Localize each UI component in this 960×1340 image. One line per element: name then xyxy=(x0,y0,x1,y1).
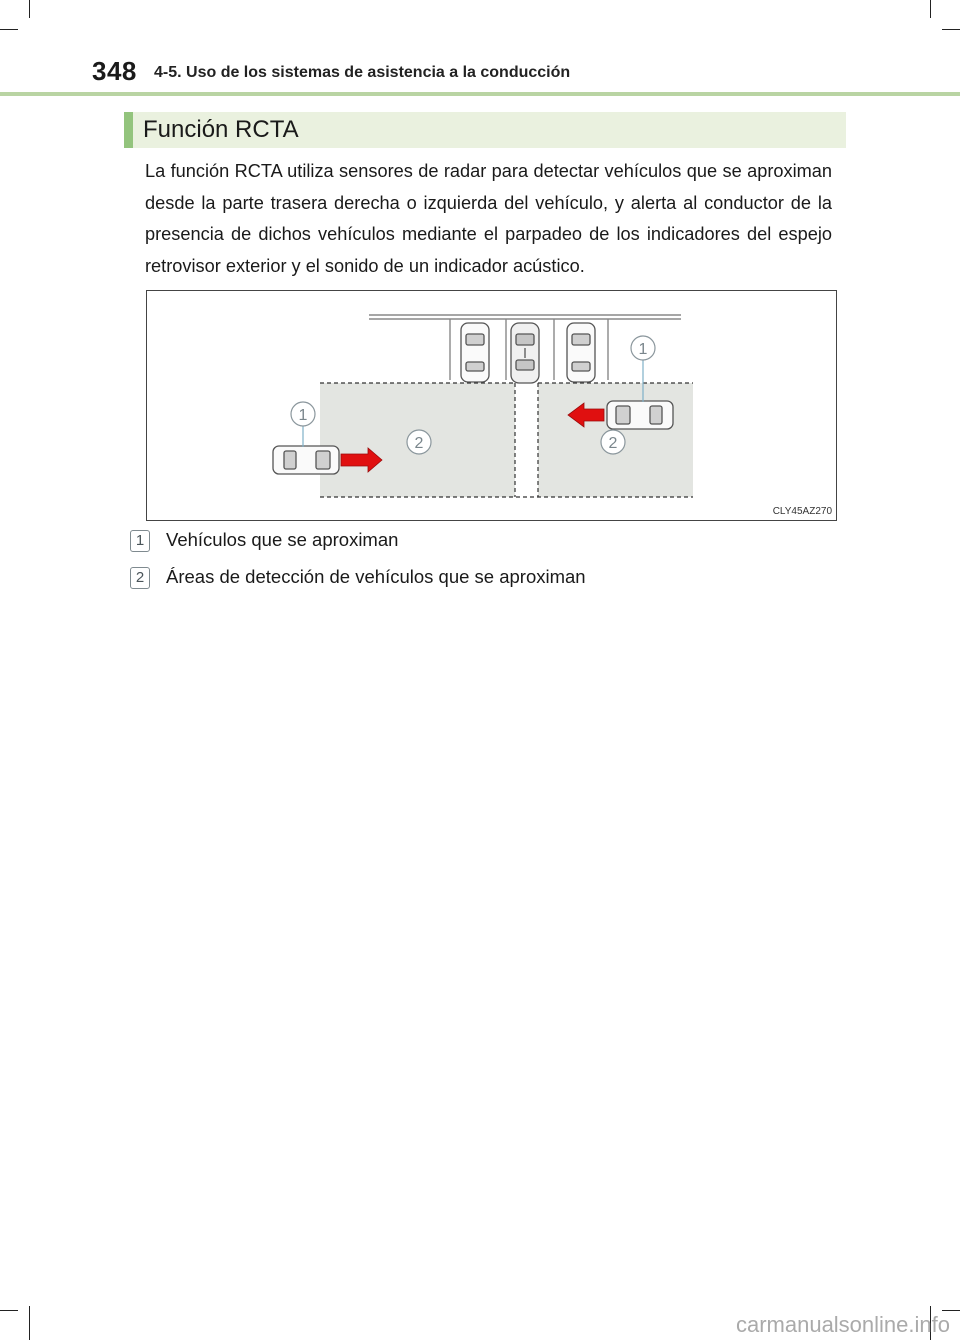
callout-number: 1 xyxy=(638,341,648,358)
crop-mark xyxy=(942,29,960,30)
callout-number: 1 xyxy=(298,407,308,424)
crop-mark xyxy=(942,1310,960,1311)
approaching-vehicle-left xyxy=(273,446,339,474)
page-number: 348 xyxy=(92,56,137,86)
crop-mark xyxy=(29,1306,30,1340)
section-heading xyxy=(124,112,846,148)
approaching-vehicle-right xyxy=(607,401,673,429)
legend-number-badge: 1 xyxy=(130,530,150,552)
watermark: carmanualsonline.info xyxy=(735,1312,950,1337)
legend-text: Áreas de detección de vehículos que se aproximan xyxy=(166,566,586,587)
rcta-diagram xyxy=(146,290,837,521)
crop-mark xyxy=(29,0,30,18)
ego-vehicle xyxy=(511,323,539,383)
crop-mark xyxy=(0,29,18,30)
chapter-title: 4-5. Uso de los sistemas de asistencia a la conducción xyxy=(154,64,571,81)
legend-text: Vehículos que se aproximan xyxy=(166,529,399,550)
section-paragraph: La función RCTA utiliza sensores de radar para detectar vehículos que se aproximan desde la parte trasera derecha o izquierda del vehículo, y alerta al conductor de la presencia de dichos vehículos mediante el parpadeo de los indicadores del espejo retrovisor exterior y el sonido de un indicador acústico. xyxy=(145,161,832,276)
crop-mark xyxy=(930,0,931,18)
header-rule xyxy=(0,92,960,96)
legend-number-badge: 2 xyxy=(130,567,150,589)
crop-mark xyxy=(0,1310,18,1311)
figure-code: CLY45AZ270 xyxy=(772,506,832,517)
callout-number: 2 xyxy=(608,435,618,452)
page-header xyxy=(92,56,912,90)
section-title: Función RCTA xyxy=(143,116,299,143)
callout-number: 2 xyxy=(414,435,424,452)
parked-car xyxy=(461,323,489,382)
parked-car xyxy=(567,323,595,382)
